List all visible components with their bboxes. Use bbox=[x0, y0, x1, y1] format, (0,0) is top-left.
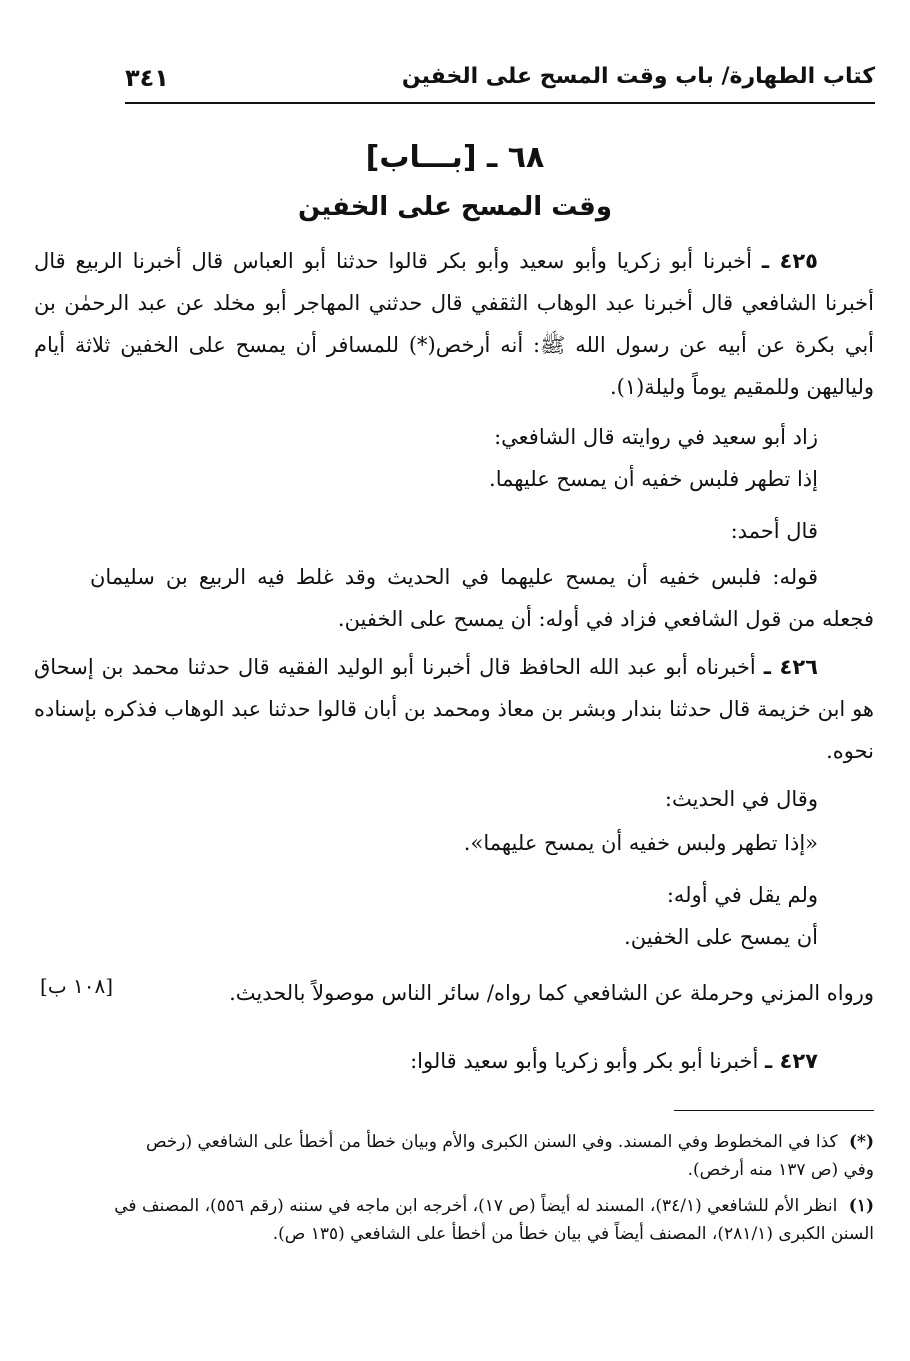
running-title: كتاب الطهارة/ باب وقت المسح على الخفين bbox=[401, 64, 875, 89]
footnote-1 bbox=[114, 1192, 874, 1248]
footnote-text: كذا في المخطوط وفي المسند. وفي السنن الكبرى والأم وبيان خطأ من أخطأ على الشافعي (رخص وفي (ص ١٣٧ منه أرخص). bbox=[145, 1132, 874, 1180]
paragraph-line: وقال في الحديث: bbox=[664, 787, 818, 811]
paragraph-line: إذا تطهر فلبس خفيه أن يمسح عليهما. bbox=[489, 467, 818, 491]
footnote-text: انظر الأم للشافعي (٣٤/١)، المسند له أيضاً (ص ١٧)، أخرجه ابن ماجه في سننه (رقم ٥٥٦)، المصنف في السنن الكبرى (٢٨١/١)، المصنف أيضاً في بيان خطأ من أخطأ على الشافعي (١٣٥ ص). bbox=[114, 1196, 874, 1244]
paragraph-line: ولم يقل في أوله: bbox=[666, 883, 818, 907]
footnote-mark: (١) bbox=[848, 1196, 874, 1216]
hadith-number: ٤٢٦ ـ bbox=[763, 655, 818, 679]
manuscript-folio-marker: [١٠٨ ب] bbox=[40, 974, 114, 998]
footnote-mark: (*) bbox=[849, 1132, 874, 1152]
paragraph-line: زاد أبو سعيد في روايته قال الشافعي: bbox=[494, 425, 818, 449]
footnote-separator bbox=[674, 1110, 874, 1111]
chapter-number: ٦٨ ـ [بـــاب] bbox=[365, 140, 545, 175]
hadith-text: أخبرنا أبو زكريا وأبو سعيد وأبو بكر قالوا حدثنا أبو العباس قال أخبرنا الربيع قال أخبرنا الشافعي قال أخبرنا عبد الوهاب الثقفي قال حدثني المهاجر أبو مخلد عن عبد الرحمٰن بن أبي بكرة عن أبيه عن رسول الله ﷺ: أنه أرخص(*) للمسافر أن يمسح على الخفين ثلاثة أيام ولياليهن وللمقيم يوماً وليلة(١). bbox=[34, 249, 874, 399]
paragraph-text: قوله: فلبس خفيه أن يمسح عليهما في الحديث وقد غلط فيه الربيع بن سليمان فجعله من قول الشافعي فزاد في أوله: أن يمسح على الخفين. bbox=[90, 565, 874, 631]
hadith-425 bbox=[34, 240, 874, 408]
chapter-title: وقت المسح على الخفين bbox=[298, 192, 612, 222]
paragraph-line: ورواه المزني وحرملة عن الشافعي كما رواه/ سائر الناس موصولاً بالحديث. bbox=[229, 981, 874, 1005]
footnote-star bbox=[114, 1128, 874, 1184]
paragraph-commentary bbox=[90, 556, 874, 640]
running-header bbox=[125, 50, 875, 104]
paragraph-line: أن يمسح على الخفين. bbox=[624, 925, 818, 949]
paragraph-line: «إذا تطهر ولبس خفيه أن يمسح عليهما». bbox=[463, 831, 818, 855]
hadith-426 bbox=[34, 646, 874, 772]
hadith-text: أخبرنا أبو بكر وأبو زكريا وأبو سعيد قالوا: bbox=[410, 1049, 759, 1073]
hadith-number: ٤٢٧ ـ bbox=[765, 1049, 818, 1073]
hadith-427 bbox=[34, 1040, 874, 1082]
hadith-text: أخبرناه أبو عبد الله الحافظ قال أخبرنا أبو الوليد الفقيه قال حدثنا محمد بن إسحاق هو ابن خزيمة قال حدثنا بندار وبشر بن معاذ ومحمد بن أبان قالوا حدثنا عبد الوهاب فذكره بإسناده نحوه. bbox=[34, 655, 874, 763]
hadith-number: ٤٢٥ ـ bbox=[761, 249, 818, 273]
page-number: ٣٤١ bbox=[125, 64, 169, 92]
paragraph-line: قال أحمد: bbox=[730, 519, 818, 543]
